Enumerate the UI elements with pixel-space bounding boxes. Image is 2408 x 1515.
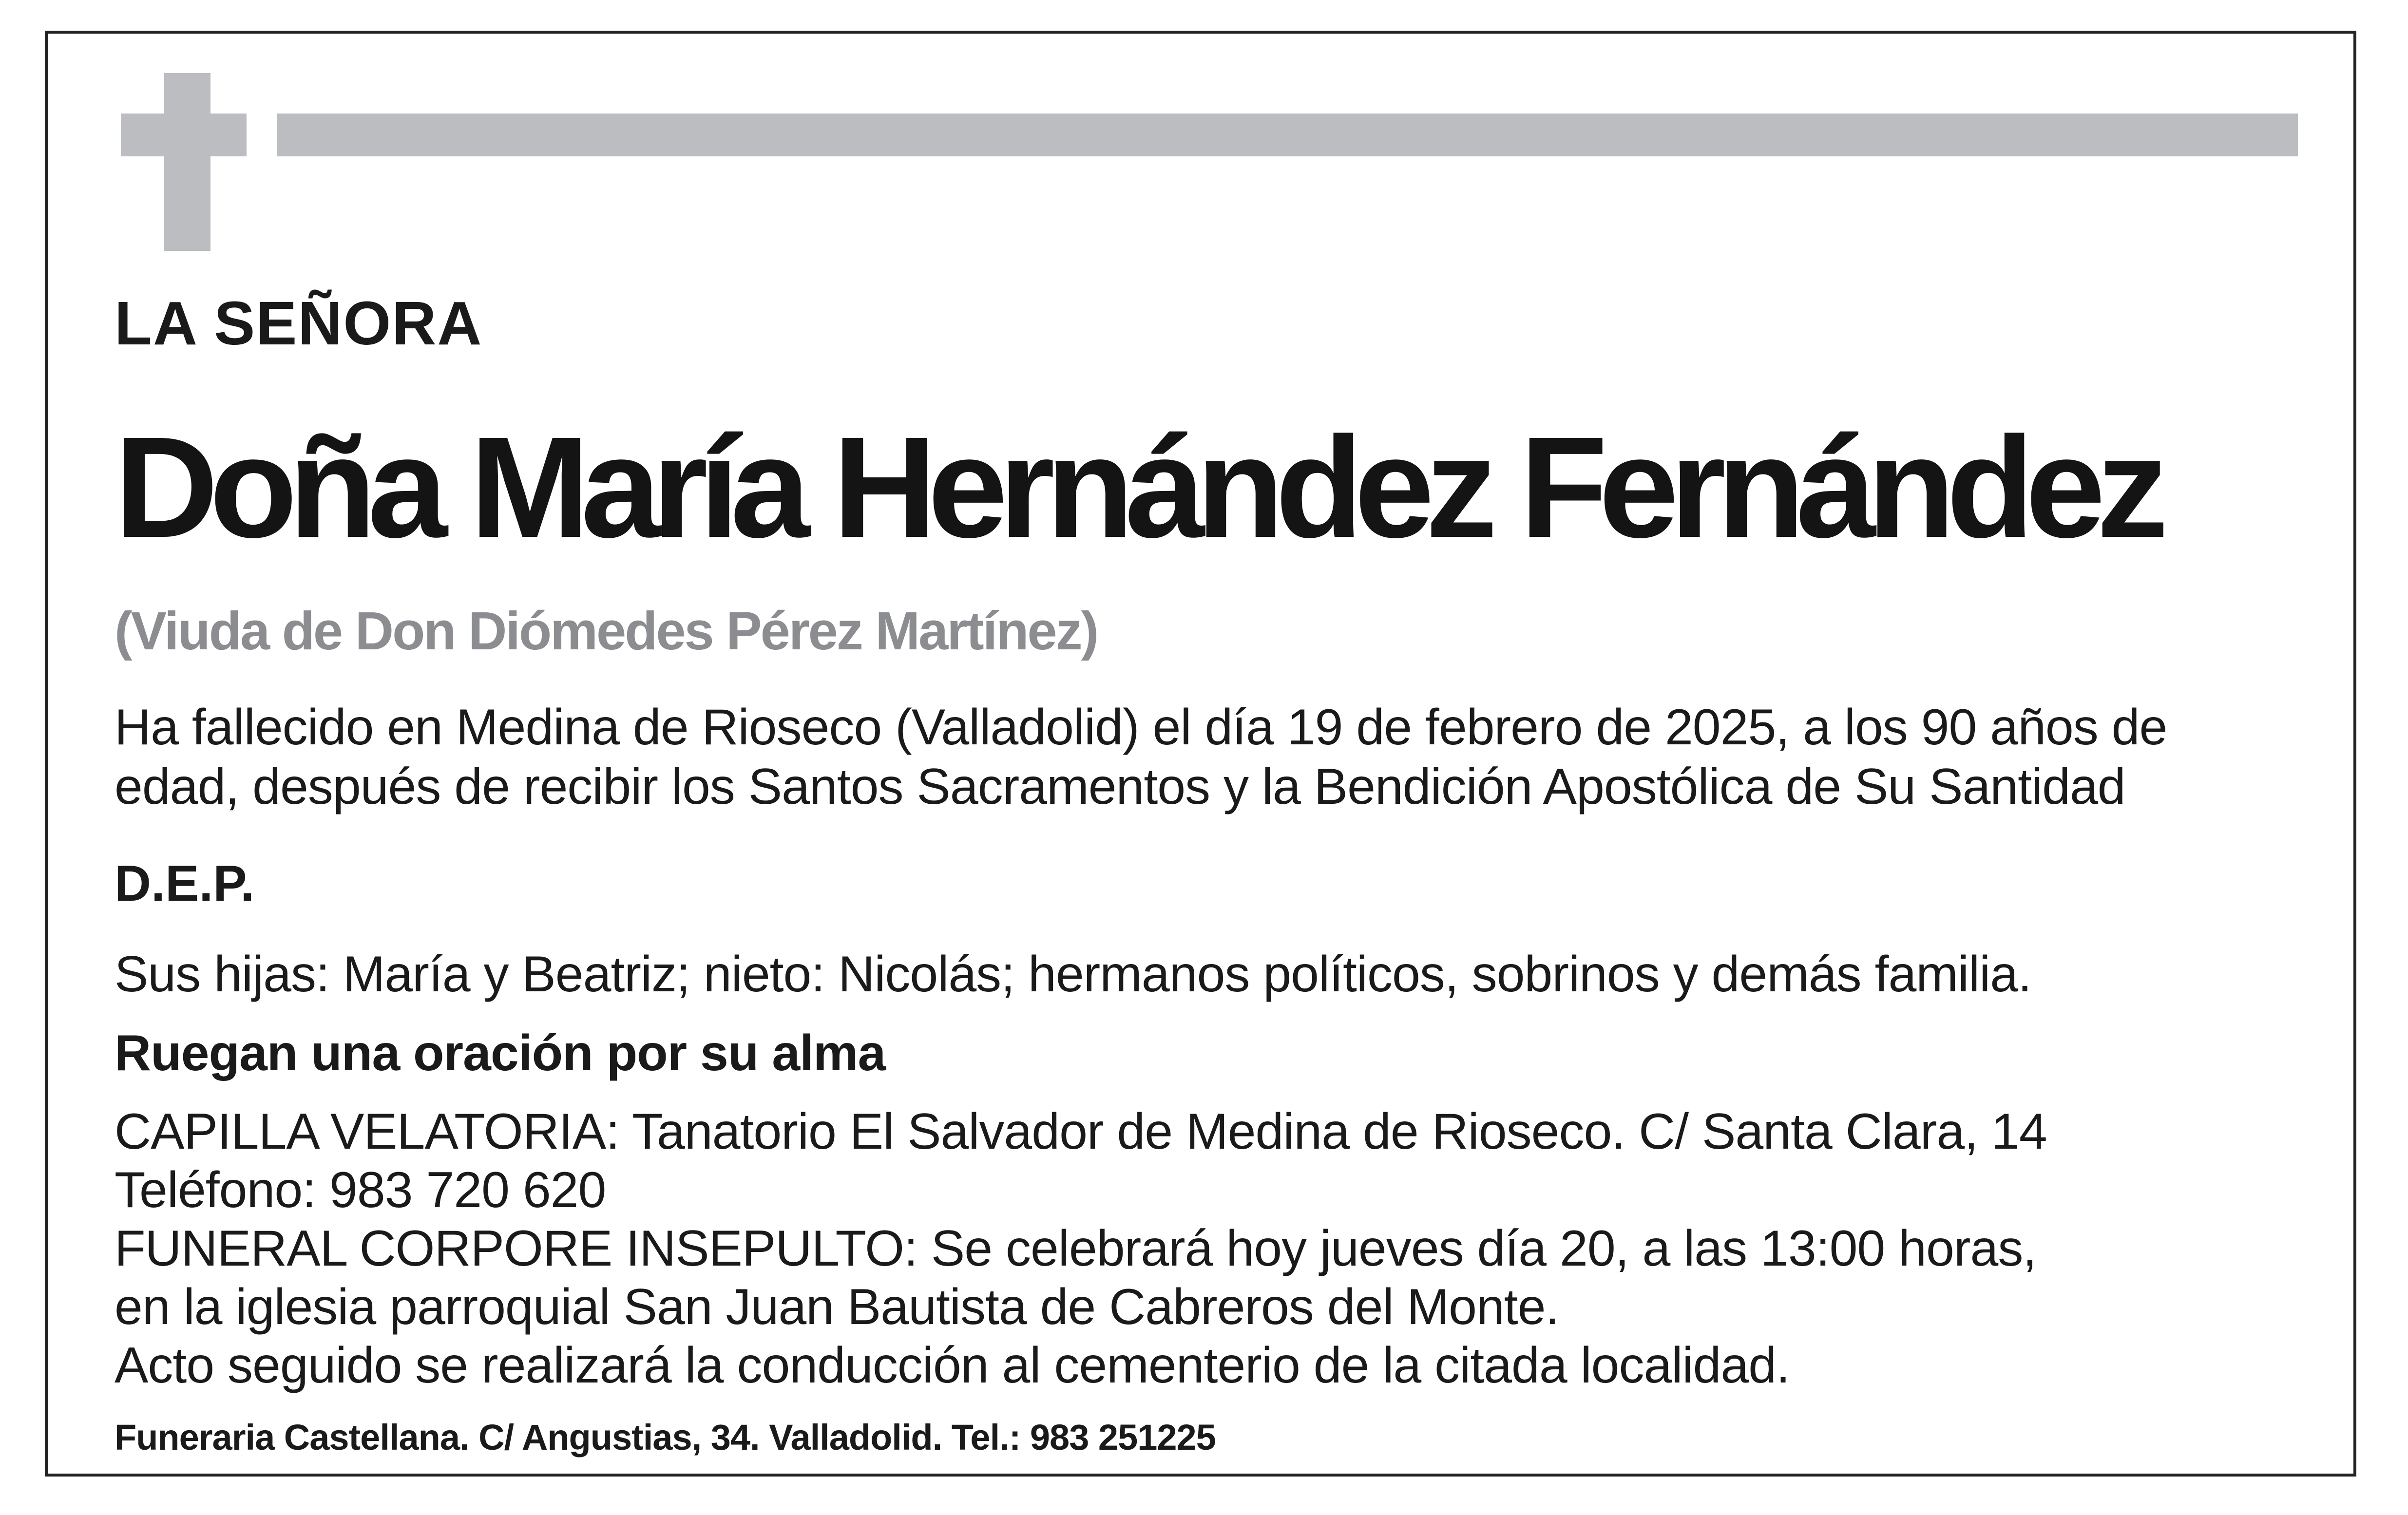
header-divider-bar [277, 114, 2298, 156]
cross-vertical-bar [164, 73, 210, 251]
details-line-funeral: FUNERAL CORPORE INSEPULTO: Se celebrará hoy jueves día 20, a las 13:00 horas, [115, 1220, 2037, 1277]
family-members: Sus hijas: María y Beatriz; nieto: Nicolás; hermanos políticos, sobrinos y demás familia. [115, 946, 2031, 1003]
rip-text: D.E.P. [115, 855, 255, 912]
deceased-name: Doña María Hernández Fernández [115, 407, 2160, 568]
prayer-request: Ruegan una oración por su alma [115, 1025, 886, 1081]
cross-horizontal-bar [121, 114, 247, 156]
announcement-line: Ha fallecido en Medina de Rioseco (Valladolid) el día 19 de febrero de 2025, a los 90 años de [115, 699, 2167, 756]
widow-of: (Viuda de Don Diómedes Pérez Martínez) [115, 601, 1098, 661]
death-announcement [115, 698, 2167, 816]
details-line-chapel: CAPILLA VELATORIA: Tanatorio El Salvador de Medina de Rioseco. C/ Santa Clara, 14 [115, 1103, 2047, 1160]
details-line-phone: Teléfono: 983 720 620 [115, 1162, 606, 1218]
announcement-line: edad, después de recibir los Santos Sacramentos y la Bendición Apostólica de Su Santidad [115, 758, 2125, 815]
funeral-home-footer: Funeraria Castellana. C/ Angustias, 34. Valladolid. Tel.: 983 251225 [115, 1417, 1216, 1458]
funeral-details [115, 1102, 2047, 1395]
title-prefix: LA SEÑORA [115, 289, 483, 358]
details-line-burial: Acto seguido se realizará la conducción al cementerio de la citada localidad. [115, 1337, 1790, 1394]
details-line-church: en la iglesia parroquial San Juan Bautista de Cabreros del Monte. [115, 1279, 1559, 1335]
